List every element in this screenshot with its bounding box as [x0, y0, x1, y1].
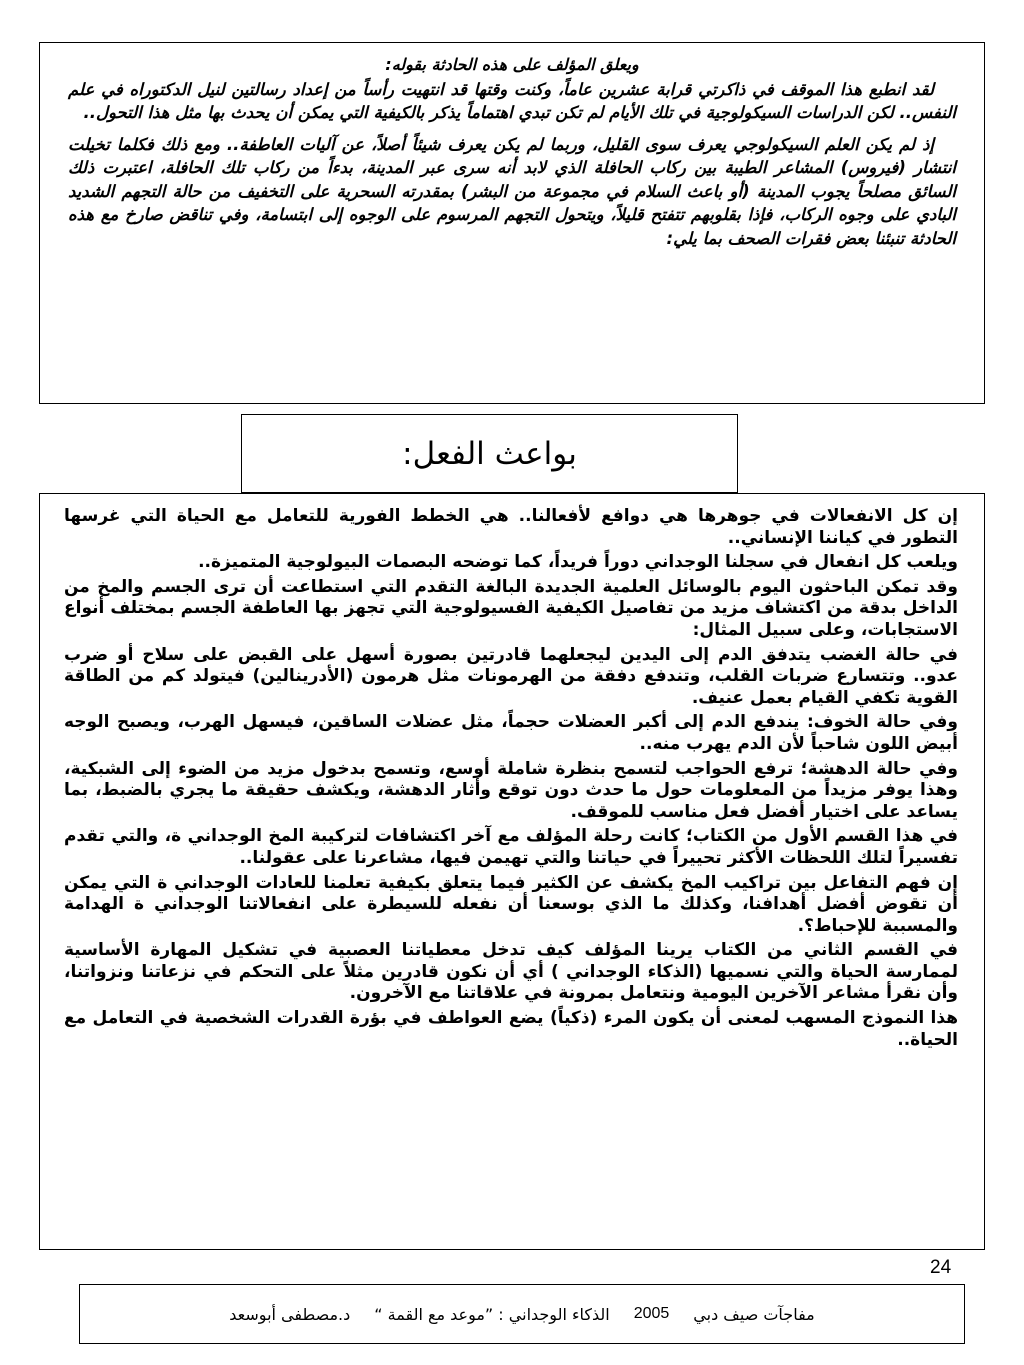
body-paragraph: ويلعب كل انفعال في سجلنا الوجداني دوراً فريداً، كما توضحه البصمات البيولوجية المتميزة..: [198, 552, 958, 573]
page-number: 24: [930, 1257, 952, 1278]
footer-year: 2005: [633, 1305, 670, 1322]
body-paragraph: وفي حالة الدهشة؛ ترفع الحواجب لتسمح بنظرة شاملة أوسع، وتسمح بدخول مزيد من الضوء إلى الشبكية، وهذا يوفر مزيداً من المعلومات حول ما حدث دون توقع وأثار الدهشة، ويكشف حقيقة ما يجري بالضبط، بما يساعد على اختيار أفضل فعل مناسب للموقف.: [64, 758, 958, 822]
body-paragraph: إن كل الانفعالات في جوهرها هي دوافع لأفعالنا.. هي الخطط الفورية للتعامل مع الحياة التي غرسها التطور في كياننا الإنساني..: [64, 506, 958, 548]
footer-series: مفاجآت صيف دبي: [693, 1304, 815, 1324]
main-text-box: [39, 493, 985, 1250]
section-heading: بواعث الفعل:: [402, 435, 577, 472]
section-heading-box: [241, 414, 738, 493]
quote-box: [39, 42, 985, 404]
body-paragraph: وقد تمكن الباحثون اليوم بالوسائل العلمية الجديدة البالغة التقدم التي استطاعت أن ترى الجسم والمخ من الداخل بدقة من اكتشاف مزيد من تفاصيل الكيفية الفسيولوجية التي تجهز بها العاطفة الجسم بمختلف أنواع الاستجابات، وعلى سبيل المثال:: [64, 576, 958, 640]
body-paragraph: هذا النموذج المسهب لمعنى أن يكون المرء (ذكياً) يضع العواطف في بؤرة القدرات الشخصية في التعامل مع الحياة..: [64, 1008, 958, 1050]
footer-book-title: الذكاء الوجداني : ”موعد مع القمة “: [374, 1304, 610, 1324]
body-paragraph: وفي حالة الخوف: يندفع الدم إلى أكبر العضلات حجماً، مثل عضلات الساقين، فيسهل الهرب، ويصبح الوجه أبيض اللون شاحباً لأن الدم يهرب منه..: [64, 712, 958, 754]
footer-author: د.مصطفى أبوسعد: [229, 1304, 351, 1324]
body-paragraph: في هذا القسم الأول من الكتاب؛ كانت رحلة المؤلف مع آخر اكتشافات لتركيبة المخ الوجداني ة، والتي تقدم تفسيراً لتلك اللحظات الأكثر تحييراً في حياتنا والتي تهيمن فيها، مشاعرنا على عقولنا..: [64, 826, 958, 868]
body-paragraph: إن فهم التفاعل بين تراكيب المخ يكشف عن الكثير فيما يتعلق بكيفية تعلمنا للعادات الوجداني ة التي يمكن أن تقوض أفضل أهدافنا، وكذلك ما الذي بوسعنا أن نفعله للسيطرة على انفعالاتنا الوجداني ة الهدامة والمسببة للإحباط؟.: [64, 872, 958, 936]
body-paragraph: في القسم الثاني من الكتاب يرينا المؤلف كيف تدخل معطياتنا العصبية في تشكيل المهارة الأساسية لممارسة الحياة والتي نسميها (الذكاء الوجداني ) أي أن نكون قادرين مثلاً على التحكم في نزعاتنا ونزواتنا، وأن نقرأ مشاعر الآخرين اليومية ونتعامل بمرونة في علاقاتنا مع الآخرون.: [64, 940, 958, 1004]
quote-paragraph-2: إذ لم يكن العلم السيكولوجي يعرف سوى القليل، وربما لم يكن يعرف شيئاً أصلاً، عن آليات العاطفة.. ومع ذلك فكلما تخيلت انتشار (فيروس) المشاعر الطيبة بين ركاب الحافلة الذي لابد أنه سرى عبر المدينة، بدءاً من ركاب تلك الحافلة، اعتبرت ذلك السائق مصلحاً يجوب المدينة (أو باعث السلام في مجموعة من البشر) بمقدرته السحرية على التخفيف من حالة التجهم الشديد البادي على وجوه الركاب، فإذا بقلوبهم تتفتح قليلاً، ويتحول التجهم المرسوم على الوجوه إلى ابتسامة، وفي تناقض صارخ مع هذه الحادثة تنبئنا بعض فقرات الصحف بما يلي:: [68, 134, 956, 248]
quote-paragraph-1: لقد انطبع هذا الموقف في ذاكرتي قرابة عشرين عاماً، وكنت وقتها قد انتهيت رأساً من إعداد رسالتين لنيل الدكتوراه في علم النفس.. لكن الدراسات السيكولوجية في تلك الأيام لم تكن تبدي اهتماماً يذكر بالكيفية التي يمكن أن يحدث بها مثل هذا التحول..: [68, 79, 956, 122]
footer-box: [79, 1284, 965, 1344]
quote-intro: ويعلق المؤلف على هذه الحادثة بقوله:: [385, 55, 639, 74]
body-paragraph: في حالة الغضب يتدفق الدم إلى اليدين ليجعلهما قادرتين بصورة أسهل على القبض على سلاح أو ضرب عدو.. وتتسارع ضربات القلب، وتندفع دفقة من الهرمونات مثل هرمون (الأدرينالين) فيتولد كم من الطاقة القوية تكفي القيام بعمل عنيف.: [64, 644, 958, 708]
